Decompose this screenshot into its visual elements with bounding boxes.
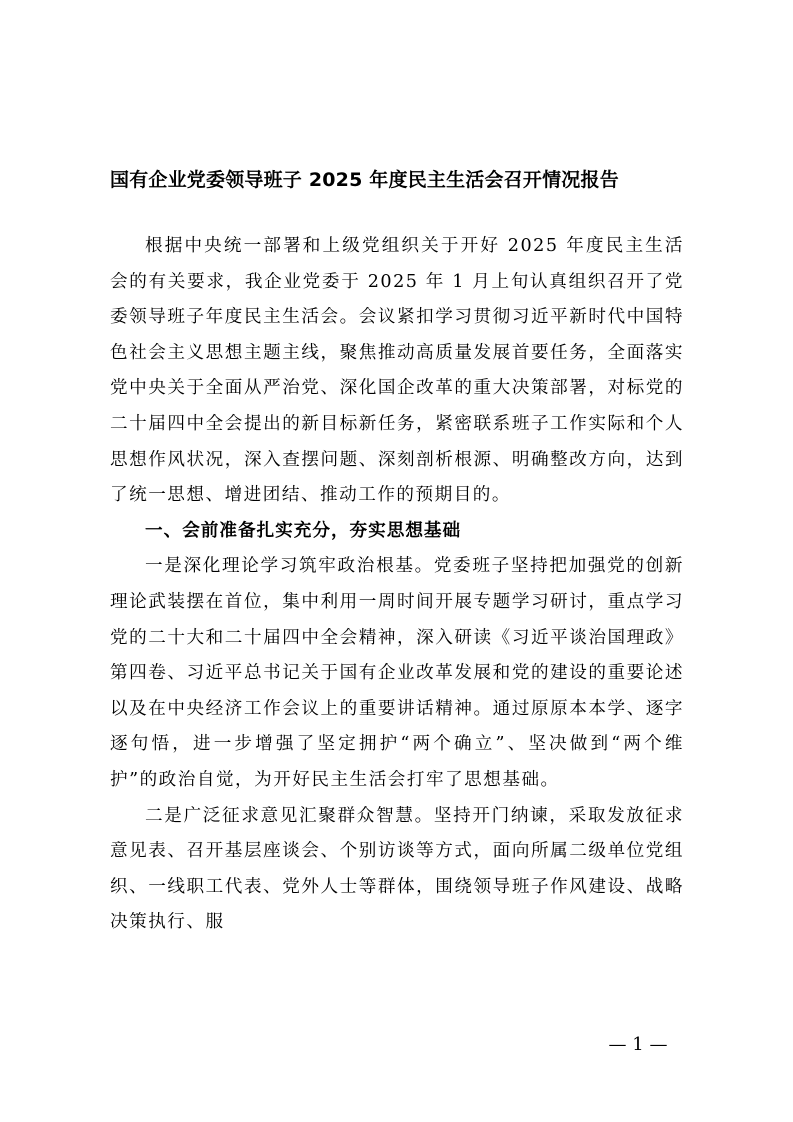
section-heading-1: 一、会前准备扎实充分，夯实思想基础 <box>145 520 462 541</box>
paragraph-solicit-opinions: 二是广泛征求意见汇聚群众智慧。坚持开门纳谏，采取发放征求意见表、召开基层座谈会、个别访谈等方式，面向所属二级单位党组织、一线职工代表、党外人士等群体，围绕领导班子作风建设、战略决策执行、服 <box>110 805 684 933</box>
paragraph-theory-study: 一是深化理论学习筑牢政治根基。党委班子坚持把加强党的创新理论武装摆在首位，集中利用一周时间开展专题学习研讨，重点学习党的二十大和二十届四中全会精神，深入研读《习近平谈治国理政》第四卷、习近平总书记关于国有企业改革发展和党的建设的重要论述以及在中央经济工作会议上的重要讲话精神。通过原原本本学、逐字逐句悟，进一步增强了坚定拥护“两个确立”、坚决做到“两个维护”的政治自觉，为开好民主生活会打牢了思想基础。 <box>110 556 684 790</box>
paragraph-intro: 根据中央统一部署和上级党组织关于开好 2025 年度民主生活会的有关要求，我企业党委于 2025 年 1 月上旬认真组织召开了党委领导班子年度民主生活会。会议紧扣学习贯彻习近平新时代中国特色社会主义思想主题主线，聚焦推动高质量发展首要任务，全面落实党中央关于全面从严治党、深化国企改革的重大决策部署，对标党的二十届四中全会提出的新目标新任务，紧密联系班子工作实际和个人思想作风状况，深入查摆问题、深刻剖析根源、明确整改方向，达到了统一思想、增进团结、推动工作的预期目的。 <box>110 236 684 506</box>
document-body <box>110 229 684 941</box>
document-title: 国有企业党委领导班子 2025 年度民主生活会召开情况报告 <box>110 169 619 191</box>
page-number: — 1 — <box>608 1034 668 1055</box>
